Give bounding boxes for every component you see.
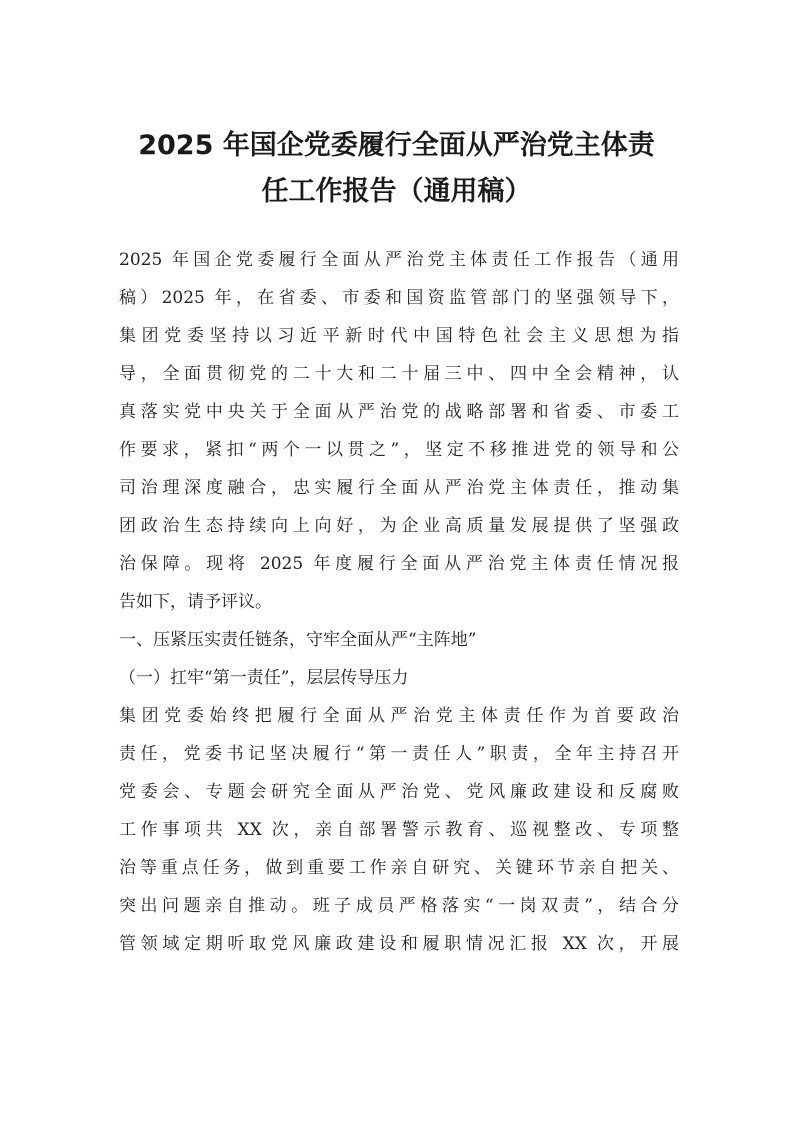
paragraph-line: 集团党委始终把履行全面从严治党主体责任作为首要政治: [119, 706, 679, 726]
paragraph-line: 真落实党中央关于全面从严治党的战略部署和省委、市委工: [119, 402, 679, 422]
paragraph-line: 管领域定期听取党风廉政建设和履职情况汇报 XX 次，开展: [119, 934, 679, 954]
paragraph-line: 司治理深度融合，忠实履行全面从严治党主体责任，推动集: [119, 478, 679, 498]
paragraph-line: 2025 年国企党委履行全面从严治党主体责任工作报告（通用: [119, 250, 679, 270]
paragraph-line: 告如下，请予评议。: [119, 592, 272, 612]
subsection-heading: （一）扛牢“第一责任”，层层传导压力: [119, 668, 409, 688]
paragraph-line: 突出问题亲自推动。班子成员严格落实“一岗双责”，结合分: [119, 896, 679, 916]
paragraph-line: 工作事项共 XX 次，亲自部署警示教育、巡视整改、专项整: [119, 820, 679, 840]
paragraph-line: 团政治生态持续向上向好，为企业高质量发展提供了坚强政: [119, 516, 679, 536]
document-title-line-1: 2025 年国企党委履行全面从严治党主体责: [138, 130, 655, 161]
paragraph-line: 责任，党委书记坚决履行“第一责任人”职责，全年主持召开: [119, 744, 679, 764]
document-title-line-2: 任工作报告（通用稿）: [261, 176, 532, 207]
paragraph-line: 党委会、专题会研究全面从严治党、党风廉政建设和反腐败: [119, 782, 679, 802]
paragraph-line: 集团党委坚持以习近平新时代中国特色社会主义思想为指: [119, 326, 679, 346]
paragraph-line: 治等重点任务，做到重要工作亲自研究、关键环节亲自把关、: [119, 858, 679, 878]
paragraph-line: 治保障。现将 2025 年度履行全面从严治党主体责任情况报: [119, 554, 679, 574]
paragraph-line: 稿）2025 年，在省委、市委和国资监管部门的坚强领导下，: [119, 288, 679, 308]
paragraph-line: 作要求，紧扣“两个一以贯之”，坚定不移推进党的领导和公: [119, 440, 679, 460]
paragraph-line: 导，全面贯彻党的二十大和二十届三中、四中全会精神，认: [119, 364, 679, 384]
section-heading: 一、压紧压实责任链条，守牢全面从严“主阵地”: [119, 630, 477, 650]
